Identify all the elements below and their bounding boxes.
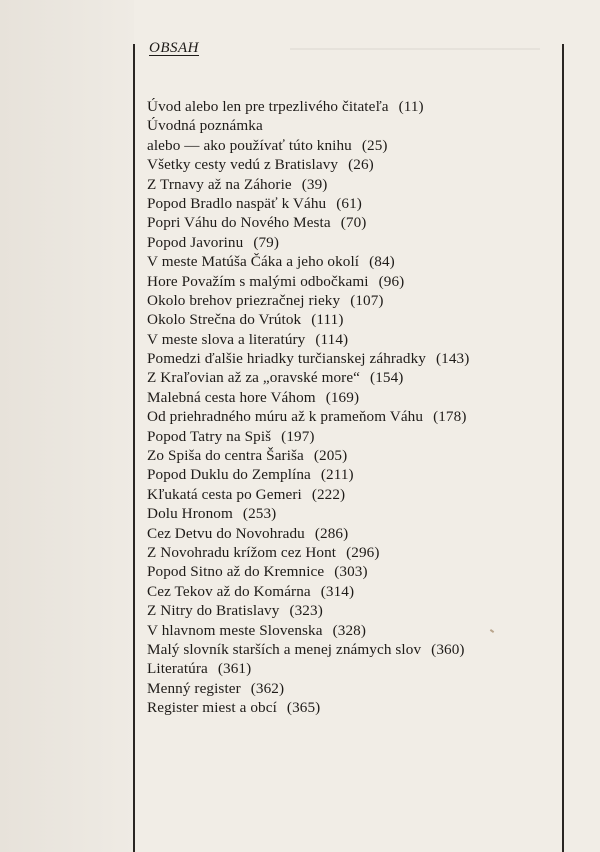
toc-entry bbox=[147, 640, 562, 659]
toc-entry-title: Zo Spiša do centra Šariša bbox=[147, 447, 304, 465]
toc-entry-title: Okolo brehov priezračnej rieky bbox=[147, 291, 341, 309]
toc-entry bbox=[147, 601, 562, 620]
toc-entry-page: (323) bbox=[289, 602, 323, 620]
toc-entry bbox=[147, 310, 562, 329]
toc-entry-title: Popod Duklu do Zemplína bbox=[147, 466, 311, 484]
toc-entry-title: Pomedzi ďalšie hriadky turčianskej záhradky bbox=[147, 350, 426, 368]
toc-entry-page: (107) bbox=[350, 291, 384, 309]
toc-entry bbox=[147, 136, 562, 155]
toc-entry bbox=[147, 233, 562, 252]
toc-entry-title: V meste slova a literatúry bbox=[147, 330, 306, 348]
toc-entry-page: (314) bbox=[320, 582, 355, 600]
toc-entry bbox=[147, 330, 562, 349]
toc-entry-title: V meste Matúša Čáka a jeho okolí bbox=[147, 253, 360, 271]
toc-entry-title: V hlavnom meste Slovenska bbox=[147, 621, 323, 639]
toc-entry-page: (178) bbox=[433, 408, 467, 426]
toc-entry-page: (79) bbox=[253, 233, 280, 251]
toc-entry-title: Z Novohradu krížom cez Hont bbox=[147, 543, 337, 561]
toc-entry-title: Popod Tatry na Spiš bbox=[147, 427, 272, 445]
toc-entry-page: (26) bbox=[348, 156, 374, 174]
toc-entry-page: (328) bbox=[332, 621, 366, 639]
toc-entry-title: Popod Javorinu bbox=[147, 233, 244, 251]
page-edge-shadow bbox=[0, 0, 134, 852]
toc-entry bbox=[147, 562, 562, 581]
toc-entry bbox=[147, 388, 562, 407]
toc-entry-page: (84) bbox=[369, 253, 395, 271]
toc-entry-page: (205) bbox=[313, 447, 348, 465]
toc-entry-page: (362) bbox=[250, 679, 285, 697]
toc-entry bbox=[147, 543, 562, 562]
toc-entry bbox=[147, 485, 562, 504]
toc-entry-title: Úvod alebo len pre trpezlivého čitateľa bbox=[147, 98, 389, 115]
toc-entry bbox=[147, 582, 562, 601]
page-title: OBSAH bbox=[149, 40, 199, 56]
toc-entry-page: (96) bbox=[378, 272, 405, 290]
toc-entry bbox=[147, 97, 562, 116]
toc-entry bbox=[147, 272, 562, 291]
toc-entry-title: Literatúra bbox=[147, 660, 208, 678]
toc-entry-page: (360) bbox=[431, 640, 465, 658]
toc-entry-title: Z Kraľovian až za „oravské more“ bbox=[147, 369, 361, 387]
toc-entry-title: Okolo Strečna do Vrútok bbox=[147, 311, 302, 329]
toc-entry-page: (169) bbox=[325, 388, 360, 406]
toc-entry-title: Všetky cesty vedú z Bratislavy bbox=[147, 156, 339, 174]
toc-entry-title: Popri Váhu do Nového Mesta bbox=[147, 214, 331, 232]
toc-entry bbox=[147, 349, 562, 368]
toc-entry bbox=[147, 213, 562, 232]
toc-entry-page: (39) bbox=[301, 175, 328, 193]
toc-entry bbox=[147, 116, 562, 135]
toc-entry-title: Z Nitry do Bratislavy bbox=[147, 602, 280, 620]
toc-entry-page: (222) bbox=[311, 485, 346, 503]
toc-entry bbox=[147, 698, 562, 717]
toc-entry bbox=[147, 524, 562, 543]
toc-entry bbox=[147, 679, 562, 698]
toc-entry-page: (361) bbox=[217, 660, 252, 678]
toc-entry-title: Menný register bbox=[147, 679, 241, 697]
toc-entry bbox=[147, 155, 562, 174]
toc-entry bbox=[147, 621, 562, 640]
toc-entry bbox=[147, 252, 562, 271]
toc-entry-title: Cez Detvu do Novohradu bbox=[147, 524, 305, 542]
toc-entry-page: (303) bbox=[334, 563, 368, 581]
toc-entry-page: (143) bbox=[435, 350, 470, 368]
toc-entry bbox=[147, 504, 562, 523]
toc-entry-page: (296) bbox=[346, 543, 380, 561]
toc-entry bbox=[147, 446, 562, 465]
toc-entry-page: (114) bbox=[315, 330, 349, 348]
table-of-contents bbox=[147, 97, 562, 718]
toc-entry-page: (111) bbox=[311, 311, 344, 329]
toc-entry bbox=[147, 465, 562, 484]
toc-entry-title: Kľukatá cesta po Gemeri bbox=[147, 485, 302, 503]
toc-entry bbox=[147, 659, 562, 678]
toc-entry bbox=[147, 194, 562, 213]
toc-entry-page: (154) bbox=[370, 369, 404, 387]
toc-entry-page: (286) bbox=[314, 524, 349, 542]
toc-entry bbox=[147, 291, 562, 310]
toc-entry-title: Od priehradného múru až k prameňom Váhu bbox=[147, 408, 424, 426]
toc-entry bbox=[147, 368, 562, 387]
toc-entry-title: Popod Bradlo naspäť k Váhu bbox=[147, 194, 327, 212]
right-margin-rule bbox=[562, 44, 564, 852]
toc-entry-page: (197) bbox=[281, 427, 315, 445]
left-margin-rule bbox=[133, 44, 135, 852]
toc-entry-title: Hore Považím s malými odbočkami bbox=[147, 272, 369, 290]
toc-entry-page: (365) bbox=[286, 699, 321, 717]
toc-entry-page: (253) bbox=[242, 505, 277, 523]
toc-entry-page: (70) bbox=[340, 214, 367, 232]
toc-entry bbox=[147, 407, 562, 426]
toc-entry-title: Cez Tekov až do Komárna bbox=[147, 582, 311, 600]
toc-entry bbox=[147, 427, 562, 446]
toc-entry-title: Register miest a obcí bbox=[147, 699, 277, 717]
toc-entry-title: Popod Sitno až do Kremnice bbox=[147, 563, 325, 581]
toc-entry bbox=[147, 175, 562, 194]
toc-entry-title: Malý slovník starších a menej známych slov bbox=[147, 640, 422, 658]
toc-entry-page: (211) bbox=[320, 466, 354, 484]
toc-entry-page: (61) bbox=[336, 194, 362, 212]
toc-entry-title: Malebná cesta hore Váhom bbox=[147, 388, 316, 406]
toc-entry-title: Dolu Hronom bbox=[147, 505, 233, 523]
toc-entry-title: alebo — ako používať túto knihu bbox=[147, 136, 352, 154]
toc-entry-title: Úvodná poznámka bbox=[147, 117, 263, 135]
toc-entry-page: (25) bbox=[361, 136, 388, 154]
toc-entry-page: (11) bbox=[398, 98, 424, 115]
toc-entry-title: Z Trnavy až na Záhorie bbox=[147, 175, 292, 193]
